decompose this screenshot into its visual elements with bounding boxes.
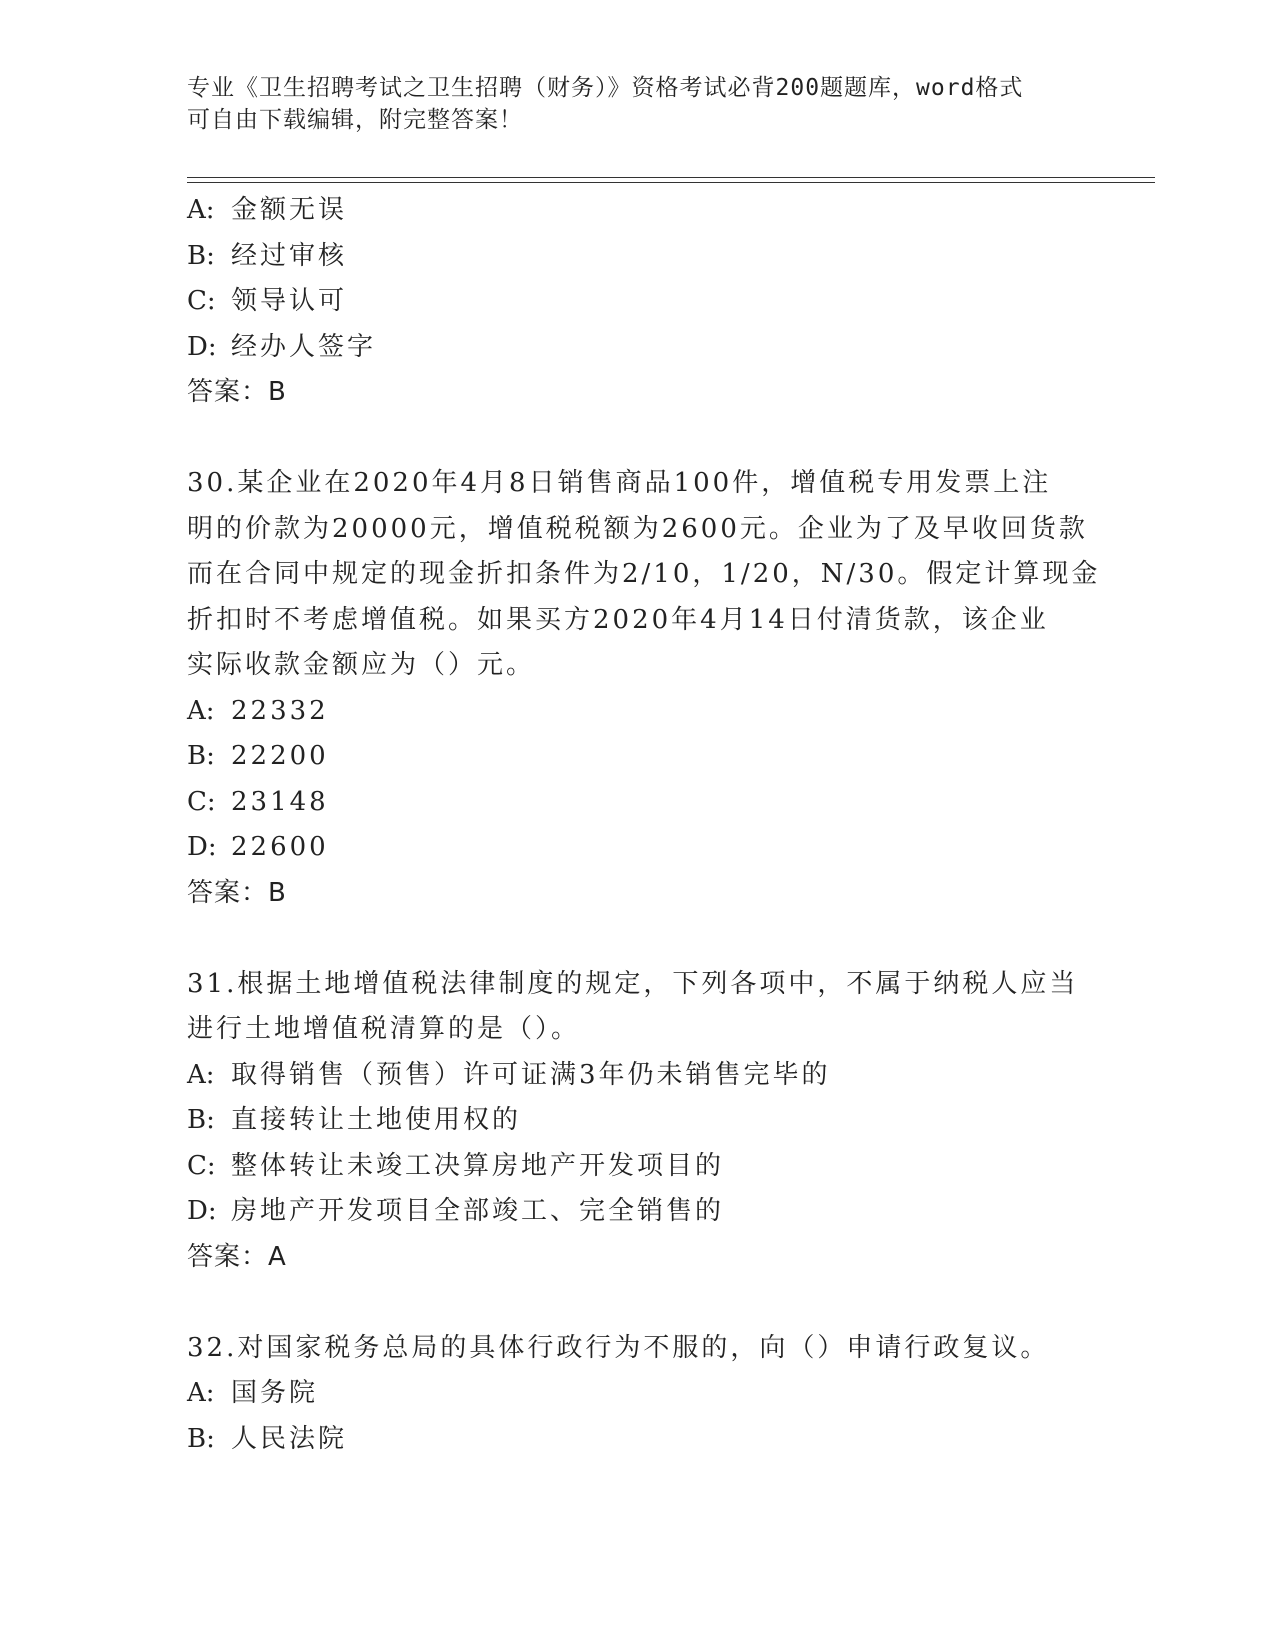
option-b [187,734,1087,780]
option-a [187,1371,1087,1417]
question-32 [187,1326,1087,1463]
option-letter: A: [187,695,215,726]
question-list [187,188,1101,1462]
option-letter: D: [187,331,217,362]
document-header [187,72,1067,136]
option-d [187,325,1087,371]
option-letter: B: [187,741,215,771]
option-text: 22332 [231,695,329,726]
option-letter: A: [187,1378,215,1408]
option-b [187,1417,1087,1463]
question-text-line: 32.对国家税务总局的具体行政行为不服的，向（）申请行政复议。 [187,1332,1050,1363]
question-text-line: 进行土地增值税清算的是（）。 [187,1014,581,1044]
header-line-2: 可自由下载编辑，附完整答案！ [187,107,523,133]
question-text-line: 31.根据土地增值税法律制度的规定，下列各项中，不属于纳税人应当 [187,968,1079,999]
spacer [187,916,1087,962]
question-text-line: 折扣时不考虑增值税。如果买方2020年4月14日付清货款，该企业 [187,604,1049,635]
option-letter: C: [187,786,216,817]
spacer [187,1280,1087,1326]
option-letter: C: [187,286,216,316]
option-c [187,780,1087,826]
option-letter: A: [187,1059,215,1090]
option-c [187,1144,1087,1190]
option-text: 金额无误 [231,195,348,225]
option-letter: D: [187,832,217,862]
option-letter: B: [187,1105,215,1135]
answer-label: 答案：B [187,377,287,407]
option-text: 人民法院 [231,1423,348,1454]
header-divider-bottom [187,182,1155,183]
answer-label: 答案：B [187,877,287,908]
option-text: 经办人签字 [231,331,377,362]
option-letter: D: [187,1196,217,1226]
option-text: 23148 [231,786,329,817]
option-b [187,1098,1087,1144]
option-text: 22200 [231,741,329,771]
question-text-line: 而在合同中规定的现金折扣条件为2/10，1/20，N/30。假定计算现金 [187,559,1101,589]
question-text-line: 实际收款金额应为（）元。 [187,650,536,680]
question-29 [187,188,1087,416]
question-31 [187,962,1087,1281]
option-text: 国务院 [231,1378,319,1408]
spacer [187,416,1087,462]
option-text: 直接转让土地使用权的 [231,1105,522,1135]
option-a [187,188,1087,234]
option-letter: B: [187,240,215,271]
option-text: 经过审核 [231,240,348,271]
question-30 [187,461,1101,916]
option-d [187,1189,1087,1235]
option-letter: A: [187,195,215,225]
option-d [187,825,1087,871]
option-text: 22600 [231,832,329,862]
option-a [187,689,1087,735]
option-a [187,1053,1087,1099]
answer-label: 答案：A [187,1241,287,1272]
header-divider-top [187,177,1155,178]
question-text-line: 30.某企业在2020年4月8日销售商品100件，增值税专用发票上注 [187,468,1052,498]
option-text: 领导认可 [231,286,348,316]
option-letter: B: [187,1423,215,1454]
header-line-1: 专业《卫生招聘考试之卫生招聘（财务）》资格考试必背200题题库，word格式 [187,75,1024,101]
option-text: 取得销售（预售）许可证满3年仍未销售完毕的 [231,1059,831,1090]
question-text-line: 明的价款为20000元，增值税税额为2600元。企业为了及早收回货款 [187,513,1088,544]
option-text: 整体转让未竣工决算房地产开发项目的 [231,1150,725,1181]
option-text: 房地产开发项目全部竣工、完全销售的 [231,1196,725,1226]
option-c [187,279,1087,325]
option-b [187,234,1087,280]
option-letter: C: [187,1150,216,1181]
